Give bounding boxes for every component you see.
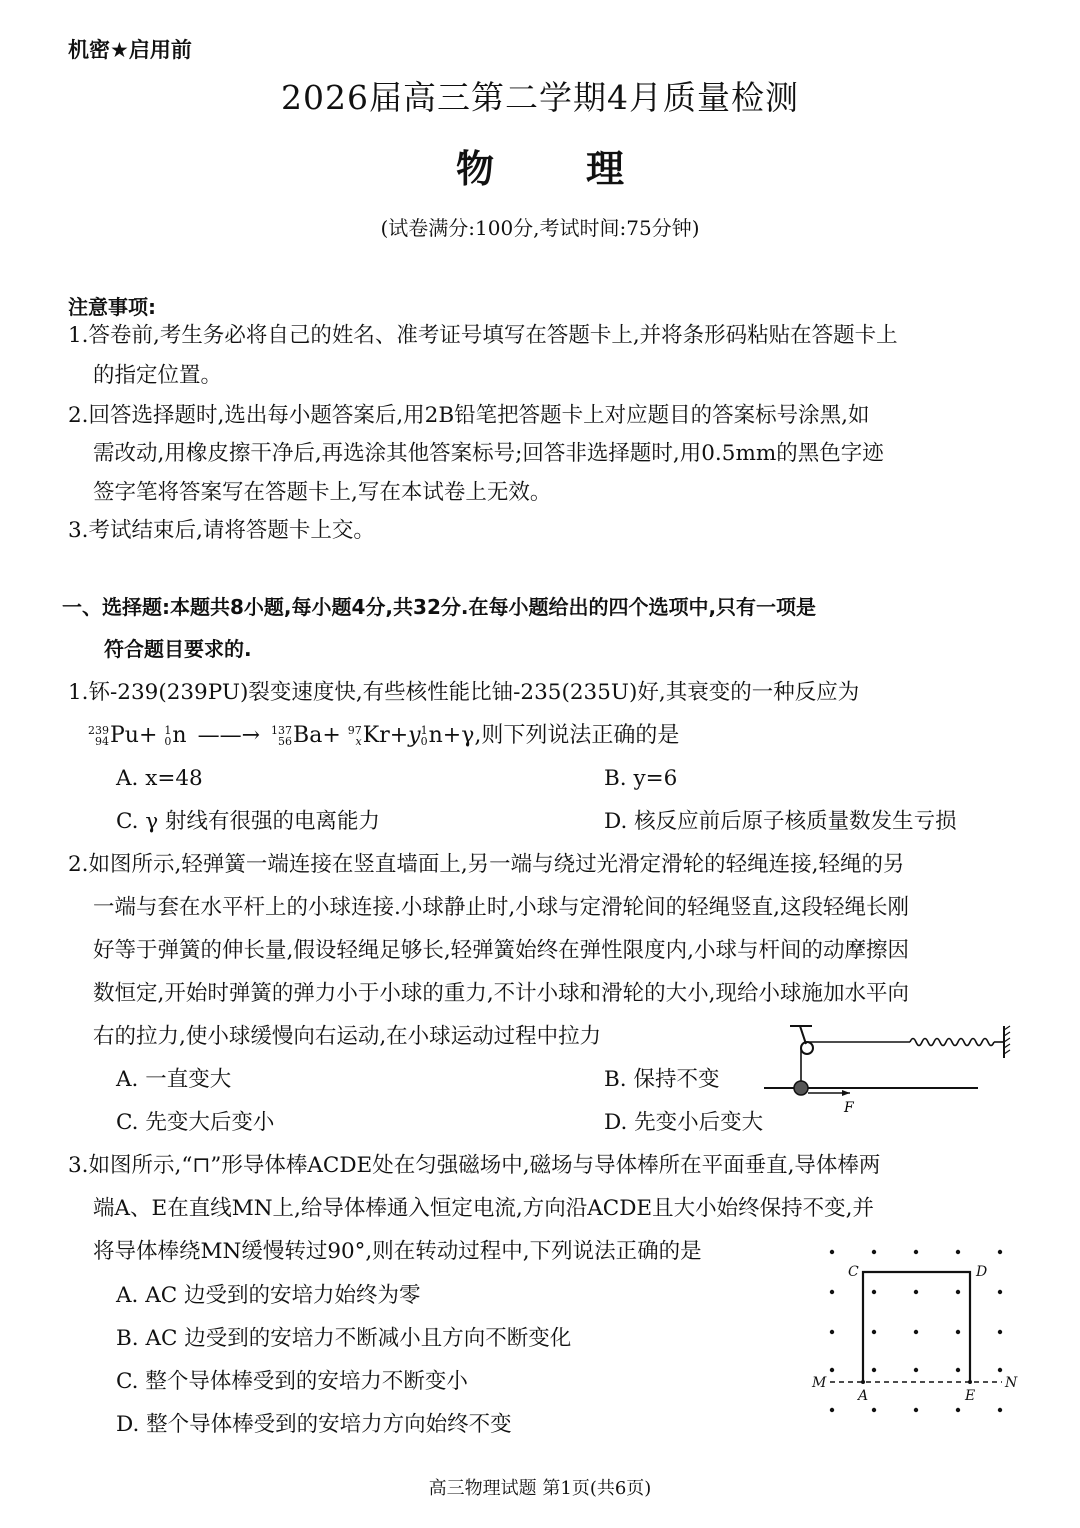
q3-option-d: D. 整个导体棒受到的安培力方向始终不变: [116, 1412, 512, 1437]
note-2-line-3: 签字笔将答案写在答题卡上,写在本试卷上无效。: [93, 480, 552, 505]
subject-char-1: 物: [455, 147, 494, 191]
q2-option-d: D. 先变小后变大: [604, 1110, 764, 1135]
confidential-mark: 机密★启用前: [68, 38, 192, 62]
ba-numbers: 137 56: [271, 724, 293, 748]
q2-stem-line-5: 右的拉力,使小球缓慢向右运动,在小球运动过程中拉力: [93, 1024, 602, 1049]
q1-option-c: C. γ 射线有很强的电离能力: [116, 809, 381, 834]
q3-option-b: B. AC 边受到的安培力不断减小且方向不断变化: [116, 1326, 572, 1351]
section-1-line-2: 符合题目要求的.: [104, 637, 252, 661]
force-label: F: [844, 1100, 854, 1116]
q1-option-a: A. x=48: [116, 766, 203, 791]
section-1-line-1: 一、选择题:本题共8小题,每小题4分,共32分.在每小题给出的四个选项中,只有一项是: [62, 595, 817, 619]
q3-option-c: C. 整个导体棒受到的安培力不断变小: [116, 1369, 468, 1394]
q2-option-c: C. 先变大后变小: [116, 1110, 275, 1135]
label-e: E: [965, 1388, 976, 1404]
q3-stem-line-3: 将导体棒绕MN缓慢转过90°,则在转动过程中,下列说法正确的是: [93, 1239, 702, 1264]
label-d: D: [976, 1264, 988, 1280]
q3-stem-line-1: 3.如图所示,“⊓”形导体棒ACDE处在匀强磁场中,磁场与导体棒所在平面垂直,导体棒两: [68, 1153, 881, 1178]
q1-option-d: D. 核反应前后原子核质量数发生亏损: [604, 809, 957, 834]
q1-stem-line-1: 1.钚-239(239PU)裂变速度快,有些核性能比铀-235(235U)好,其衰变的一种反应为: [68, 680, 860, 705]
pulley: [801, 1042, 813, 1054]
spring: [910, 1039, 994, 1046]
kr-numbers: 97 x: [347, 724, 362, 748]
q2-spring-pulley-figure: [760, 1020, 1020, 1120]
q3-option-a: A. AC 边受到的安培力始终为零: [116, 1283, 421, 1308]
q2-stem-line-1: 2.如图所示,轻弹簧一端连接在竖直墙面上,另一端与绕过光滑定滑轮的轻绳连接,轻绳的另: [68, 852, 905, 877]
label-c: C: [848, 1264, 859, 1280]
q1-nuclear-equation: 239 94 Pu+ 1 0 n ——→ 137 56 Ba+ 97 x Kr+y 1 0 n+γ,则下列说法正确的是: [88, 723, 680, 748]
notes-heading: 注意事项:: [68, 295, 156, 319]
conductor-acde: [863, 1272, 970, 1382]
exam-title: 2026届高三第二学期4月质量检测: [281, 78, 799, 117]
pu-numbers: 239 94: [88, 724, 109, 748]
q1-option-b: B. y=6: [604, 766, 678, 791]
q3-stem-line-2: 端A、E在直线MN上,给导体棒通入恒定电流,方向沿ACDE且大小始终保持不变,并: [93, 1196, 874, 1221]
page-footer: 高三物理试题 第1页(共6页): [428, 1478, 652, 1499]
q2-stem-line-4: 数恒定,开始时弹簧的弹力小于小球的重力,不计小球和滑轮的大小,现给小球施加水平向: [93, 981, 910, 1006]
subject-title: [0, 138, 1080, 193]
label-n: N: [1005, 1375, 1018, 1391]
note-3: 3.考试结束后,请将答题卡上交。: [68, 518, 375, 543]
note-2-line-2: 需改动,用橡皮擦干净后,再选涂其他答案标号;回答非选择题时,用0.5mm的黑色字迹: [93, 441, 884, 466]
q2-stem-line-3: 好等于弹簧的伸长量,假设轻绳足够长,轻弹簧始终在弹性限度内,小球与杆间的动摩擦因: [93, 938, 910, 963]
subject-char-2: 理: [586, 147, 625, 191]
label-m: M: [812, 1375, 827, 1391]
score-info: (试卷满分:100分,考试时间:75分钟): [380, 216, 700, 240]
note-1-line-1: 1.答卷前,考生务必将自己的姓名、准考证号填写在答题卡上,并将条形码粘贴在答题卡上: [68, 323, 898, 348]
n-numbers: 1 0: [164, 724, 172, 748]
n2-numbers: 1 0: [420, 724, 428, 748]
q3-magnetic-field-figure: [808, 1240, 1028, 1425]
q2-stem-line-2: 一端与套在水平杆上的小球连接.小球静止时,小球与定滑轮间的轻绳竖直,这段轻绳长刚: [93, 895, 910, 920]
note-2-line-1: 2.回答选择题时,选出每小题答案后,用2B铅笔把答题卡上对应题目的答案标号涂黑,如: [68, 403, 870, 428]
ball: [794, 1081, 808, 1095]
note-1-line-2: 的指定位置。: [93, 363, 223, 388]
q2-option-b: B. 保持不变: [604, 1067, 720, 1092]
label-a: A: [858, 1388, 869, 1404]
q2-option-a: A. 一直变大: [116, 1067, 232, 1092]
